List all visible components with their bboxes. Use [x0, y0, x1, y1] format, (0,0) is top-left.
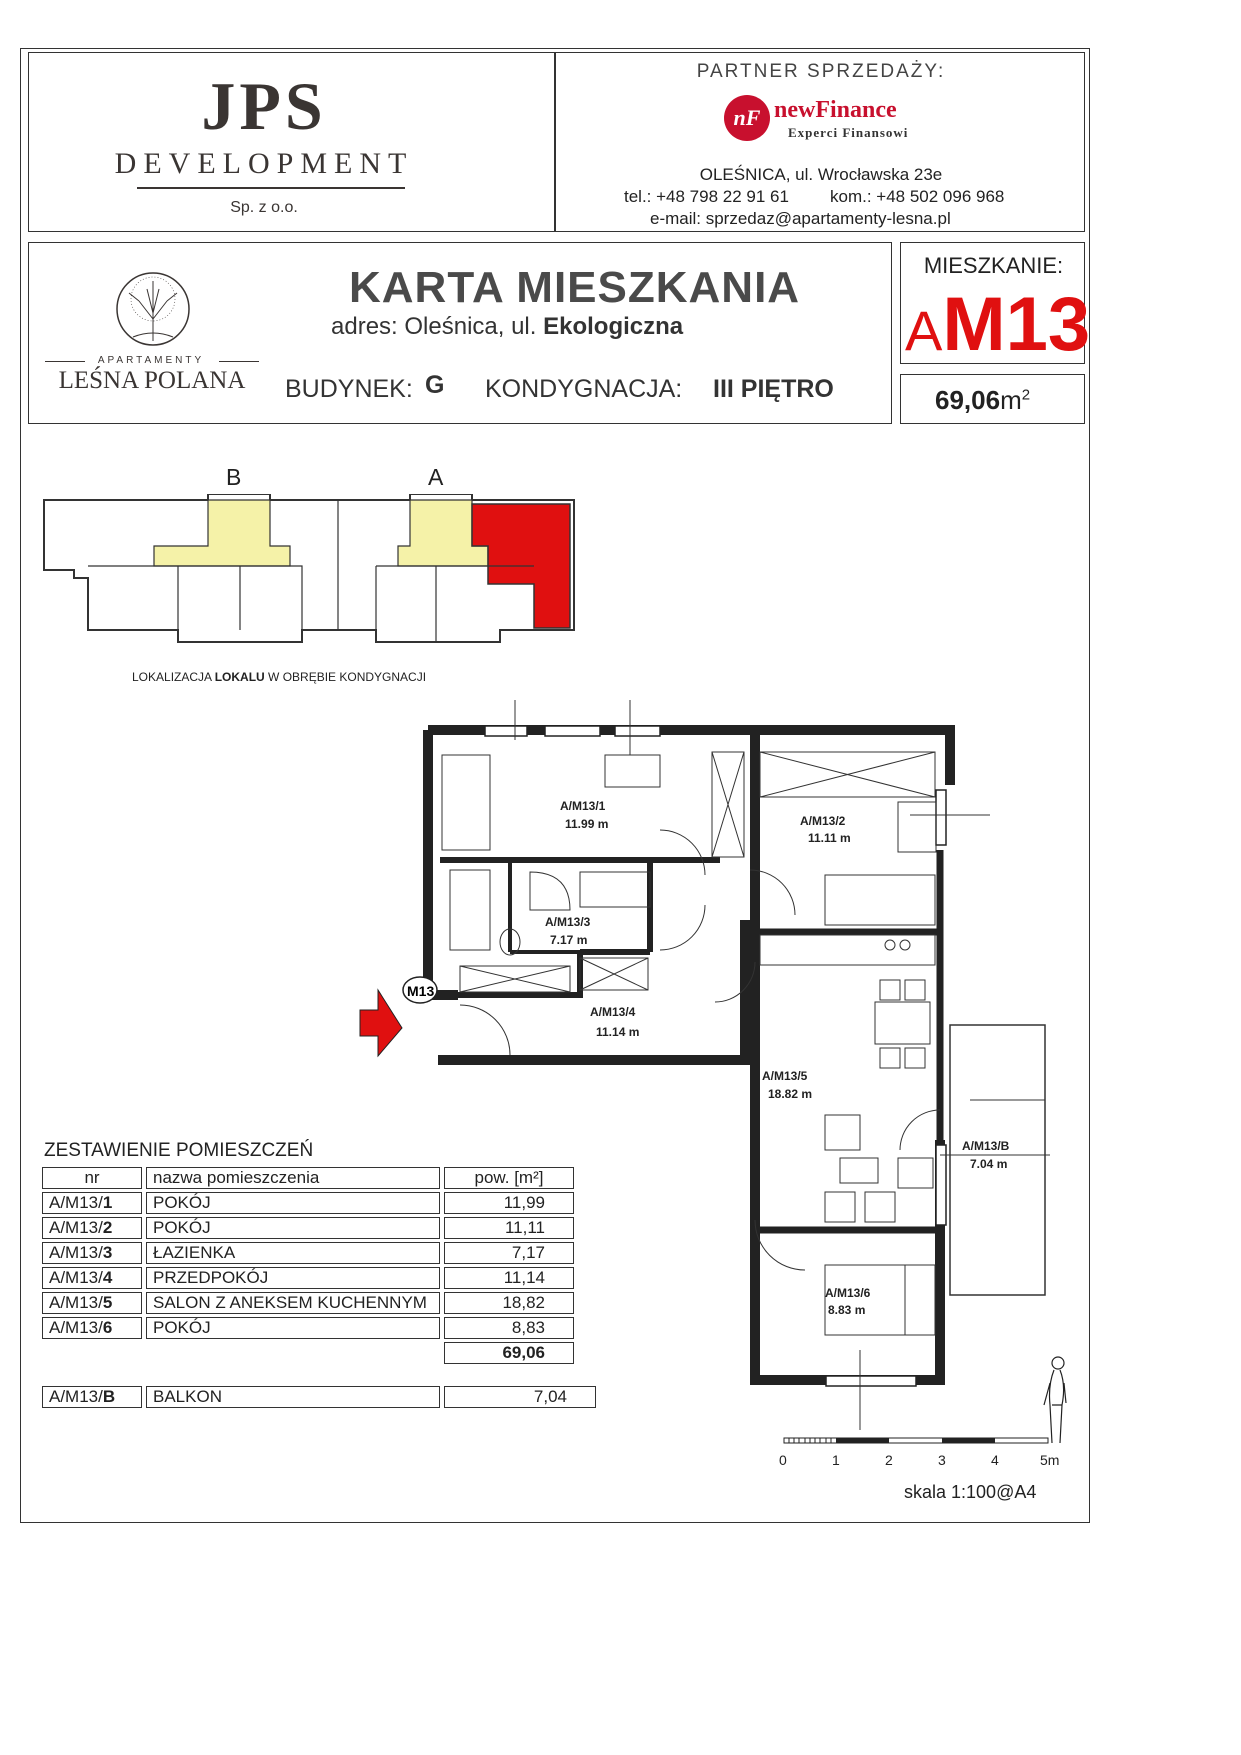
- project-name: LEŚNA POLANA: [58, 367, 246, 394]
- unit-area-value: 69,06: [935, 385, 1001, 415]
- row-area: 8,83: [444, 1317, 574, 1339]
- row-area: 7,17: [444, 1242, 574, 1264]
- project-small-label: APARTAMENTY: [97, 355, 205, 366]
- rooms-table-title: ZESTAWIENIE POMIESZCZEŃ: [44, 1140, 314, 1161]
- row-nr-num: 1: [102, 1193, 113, 1212]
- partner-address: OLEŚNICA, ul. Wrocławska 23e: [699, 165, 943, 184]
- entrance-arrow-icon: [360, 990, 402, 1056]
- balcony-area: 7.04 m: [970, 1157, 1008, 1171]
- card-address-prefix: adres: Oleśnica, ul.: [331, 313, 537, 340]
- table-row: [42, 1217, 574, 1239]
- room-1-name: A/M13/1: [560, 799, 606, 813]
- partner-kom: kom.: +48 502 096 968: [830, 187, 1005, 206]
- partner-heading: PARTNER SPRZEDAŻY:: [696, 61, 946, 82]
- balcony-name: A/M13/B: [962, 1139, 1010, 1153]
- building-label: BUDYNEK:: [285, 375, 413, 403]
- floor-label: KONDYGNACJA:: [485, 375, 683, 403]
- area-box: [900, 374, 1085, 424]
- developer-rule: [137, 187, 405, 189]
- table-row: [42, 1242, 574, 1264]
- table-row: [42, 1192, 574, 1214]
- balcony-nr-prefix: A/M13/: [49, 1387, 103, 1406]
- room-4-area: 11.14 m: [596, 1025, 640, 1039]
- scale-tick-0: 0: [779, 1452, 787, 1468]
- partner-logo-name: newFinance: [774, 97, 897, 123]
- key-plan-caption: [132, 670, 426, 684]
- row-nr-prefix: A/M13/: [49, 1268, 103, 1287]
- row-nr-num: 3: [102, 1243, 113, 1262]
- row-area: 11,99: [444, 1192, 574, 1214]
- room-2-area: 11.11 m: [808, 831, 851, 845]
- row-nr-num: 6: [102, 1318, 113, 1337]
- scale-tick-3: 3: [938, 1452, 946, 1468]
- building-value: G: [425, 371, 445, 399]
- row-nr-num: 5: [102, 1293, 113, 1312]
- key-plan-caption-bold: LOKALU: [214, 670, 265, 684]
- rooms-total: 69,06: [444, 1342, 574, 1364]
- room-6-name: A/M13/6: [825, 1286, 871, 1300]
- scale-tick-4: 4: [991, 1452, 999, 1468]
- scale-tick-2: 2: [885, 1452, 893, 1468]
- partner-logo-tagline: Experci Finansowi: [788, 125, 909, 140]
- table-row: [42, 1267, 574, 1289]
- room-4-name: A/M13/4: [590, 1005, 636, 1019]
- unit-box: [900, 242, 1091, 367]
- row-nr-num: 2: [102, 1218, 113, 1237]
- card-title: KARTA MIESZKANIA: [349, 263, 801, 312]
- table-row: [42, 1292, 574, 1314]
- room-3-name: A/M13/3: [545, 915, 591, 929]
- rooms-table-header: [42, 1167, 574, 1189]
- rooms-table: [38, 1164, 578, 1367]
- unit-area: [935, 385, 1030, 416]
- tree-logo-icon: [103, 271, 203, 349]
- row-name: ŁAZIENKA: [146, 1242, 440, 1264]
- row-name: SALON Z ANEKSEM KUCHENNYM: [146, 1292, 440, 1314]
- unit-code-prefix: A: [905, 299, 943, 362]
- balcony-table: [38, 1383, 600, 1411]
- room-5-area: 18.82 m: [768, 1087, 813, 1101]
- key-plan-core-b: [154, 500, 290, 566]
- key-plan: [40, 494, 580, 648]
- unit-label: MIESZKANIE:: [923, 253, 1064, 278]
- row-name: POKÓJ: [146, 1192, 440, 1214]
- developer-subname: DEVELOPMENT: [114, 147, 414, 180]
- row-nr-prefix: A/M13/: [49, 1193, 103, 1212]
- card-address: [331, 313, 683, 341]
- partner-tel: tel.: +48 798 22 91 61: [624, 187, 789, 206]
- scale-bar: [778, 1434, 1068, 1454]
- card-address-street: Ekologiczna: [543, 313, 684, 340]
- key-plan-label-b: B: [226, 464, 242, 490]
- balcony-row-name: BALKON: [146, 1386, 440, 1408]
- developer-box: [28, 52, 555, 232]
- table-total-row: [42, 1342, 574, 1364]
- scale-tick-1: 1: [832, 1452, 840, 1468]
- row-name: POKÓJ: [146, 1217, 440, 1239]
- developer-legal: Sp. z o.o.: [230, 199, 298, 216]
- row-name: POKÓJ: [146, 1317, 440, 1339]
- key-plan-label-a: A: [428, 464, 444, 490]
- partner-box: [555, 52, 1085, 232]
- balcony-nr-num: B: [102, 1387, 116, 1406]
- newfinance-logo-icon: nF: [724, 95, 770, 141]
- room-3-area: 7.17 m: [550, 933, 588, 947]
- developer-name: JPS: [201, 68, 327, 144]
- row-area: 18,82: [444, 1292, 574, 1314]
- scale-tick-5: 5m: [1040, 1452, 1060, 1468]
- header-name: nazwa pomieszczenia: [146, 1167, 440, 1189]
- balcony-row-area: 7,04: [444, 1386, 596, 1408]
- room-1-area: 11.99 m: [565, 817, 609, 831]
- room-6-area: 8.83 m: [828, 1303, 866, 1317]
- unit-area-sup: 2: [1021, 386, 1031, 404]
- header-nr: nr: [42, 1167, 142, 1189]
- row-nr-num: 4: [102, 1268, 113, 1287]
- row-area: 11,11: [444, 1217, 574, 1239]
- unit-code-main: M13: [942, 282, 1091, 367]
- room-5-name: A/M13/5: [762, 1069, 808, 1083]
- unit-code: [905, 281, 1090, 368]
- row-nr-prefix: A/M13/: [49, 1218, 103, 1237]
- unit-area-unit: m: [1000, 385, 1022, 415]
- row-nr-prefix: A/M13/: [49, 1293, 103, 1312]
- project-rule-right: [219, 361, 259, 362]
- project-rule-left: [45, 361, 85, 362]
- row-nr-prefix: A/M13/: [49, 1318, 103, 1337]
- key-plan-caption-pre: LOKALIZACJA: [132, 670, 215, 684]
- key-plan-caption-post: W OBRĘBIE KONDYGNACJI: [264, 670, 427, 684]
- title-box: [28, 242, 892, 424]
- row-name: PRZEDPOKÓJ: [146, 1267, 440, 1289]
- entrance-label: M13: [407, 983, 435, 999]
- row-nr-prefix: A/M13/: [49, 1243, 103, 1262]
- row-area: 11,14: [444, 1267, 574, 1289]
- floor-value: III PIĘTRO: [713, 375, 834, 403]
- partner-email[interactable]: e-mail: sprzedaz@apartamenty-lesna.pl: [650, 209, 951, 228]
- table-row: [42, 1317, 574, 1339]
- header-area: pow. [m²]: [444, 1167, 574, 1189]
- scale-label: skala 1:100@A4: [904, 1482, 1037, 1502]
- table-row: [42, 1386, 596, 1408]
- room-2-name: A/M13/2: [800, 814, 846, 828]
